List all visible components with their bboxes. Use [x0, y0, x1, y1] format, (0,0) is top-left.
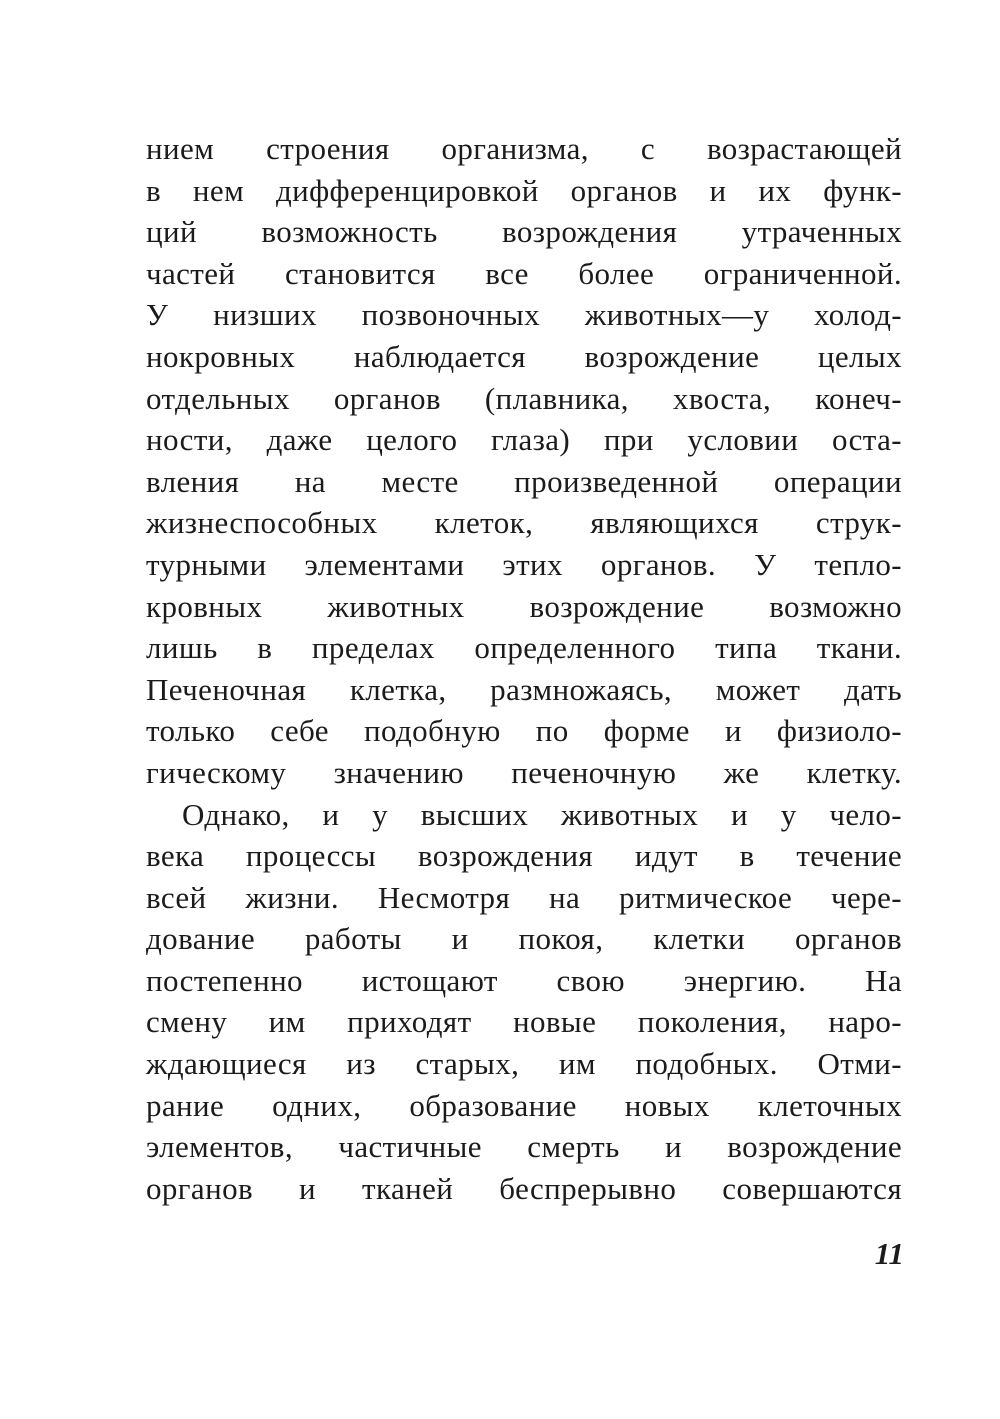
text-line: У низших позвоночных животных—у холод-	[146, 297, 902, 333]
body-text	[146, 128, 902, 1209]
text-line: гическому значению печеночную же клетку.	[146, 754, 902, 790]
text-line: жизнеспособных клеток, являющихся струк-	[146, 505, 902, 541]
paragraph-1	[146, 128, 902, 794]
text-line: элементов, частичные смерть и возрождение	[146, 1129, 902, 1165]
text-line: лишь в пределах определенного типа ткани.	[146, 630, 902, 666]
text-line: дование работы и покоя, клетки органов	[146, 921, 902, 957]
text-line: всей жизни. Несмотря на ритмическое чере-	[146, 879, 902, 915]
text-line: только себе подобную по форме и физиоло-	[146, 713, 902, 749]
text-line: ций возможность возрождения утраченных	[146, 214, 902, 250]
page-number: 11	[874, 1236, 904, 1271]
text-line: нокровных наблюдается возрождение целых	[146, 338, 902, 374]
text-line: частей становится все более ограниченной.	[146, 255, 902, 291]
paragraph-2	[146, 794, 902, 1210]
text-line: ждающиеся из старых, им подобных. Отми-	[146, 1046, 902, 1082]
text-line: Печеночная клетка, размножаясь, может дать	[146, 671, 902, 707]
text-line: турными элементами этих органов. У тепло-	[146, 546, 902, 582]
text-line: кровных животных возрождение возможно	[146, 588, 902, 624]
text-line: ности, даже целого глаза) при условии оста-	[146, 422, 902, 458]
text-line: нием строения организма, с возрастающей	[146, 131, 902, 166]
text-line: органов и тканей беспрерывно совершаются	[146, 1170, 902, 1206]
text-line: постепенно истощают свою энергию. На	[146, 962, 902, 998]
text-line: отдельных органов (плавника, хвоста, конеч-	[146, 380, 902, 416]
text-line: рание одних, образование новых клеточных	[146, 1087, 902, 1123]
text-line: века процессы возрождения идут в течение	[146, 838, 902, 874]
text-line: Однако, и у высших животных и у чело-	[182, 796, 902, 832]
text-line: в нем дифференцировкой органов и их функ-	[146, 172, 902, 208]
text-line: смену им приходят новые поколения, наро-	[146, 1004, 902, 1040]
text-line: вления на месте произведенной операции	[146, 463, 902, 499]
